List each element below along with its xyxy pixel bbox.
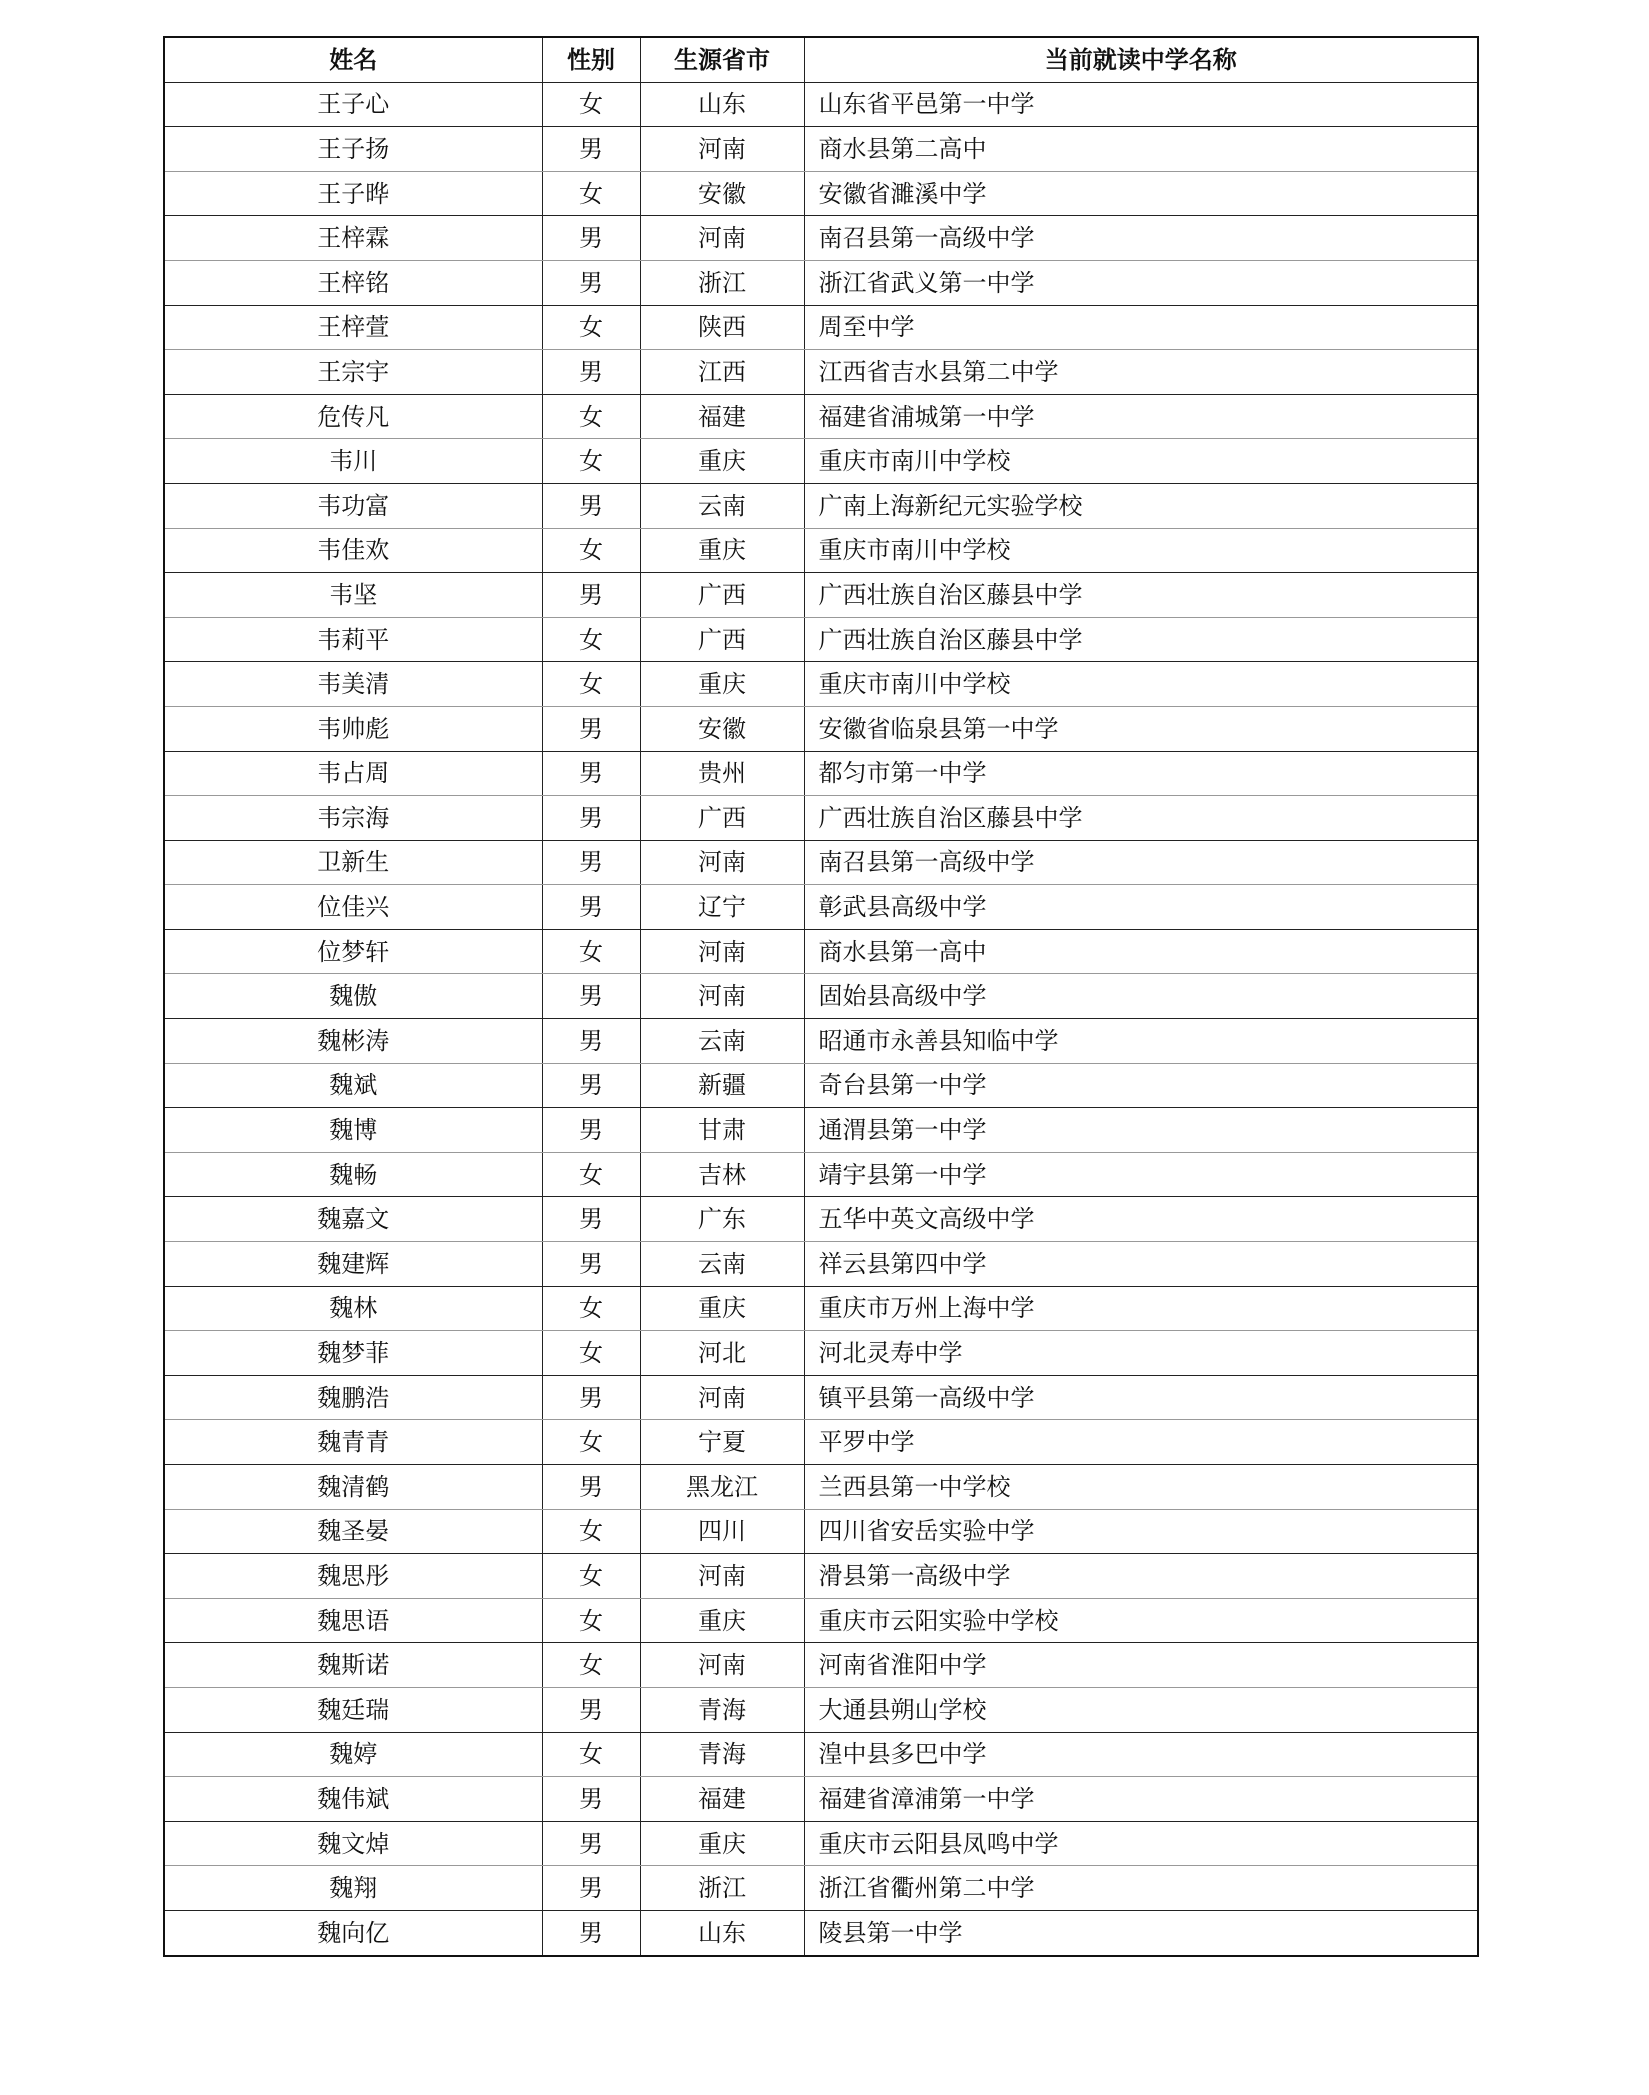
cell-province: 重庆 bbox=[640, 1286, 804, 1331]
cell-gender: 男 bbox=[542, 127, 640, 172]
cell-school: 重庆市万州上海中学 bbox=[804, 1286, 1478, 1331]
cell-province: 河南 bbox=[640, 127, 804, 172]
cell-school: 靖宇县第一中学 bbox=[804, 1152, 1478, 1197]
table-row bbox=[164, 1197, 1478, 1242]
cell-province: 山东 bbox=[640, 1910, 804, 1955]
cell-province: 河南 bbox=[640, 929, 804, 974]
table-row bbox=[164, 528, 1478, 573]
cell-gender: 男 bbox=[542, 260, 640, 305]
cell-name: 韦宗海 bbox=[164, 796, 542, 841]
table-row bbox=[164, 796, 1478, 841]
cell-gender: 男 bbox=[542, 1019, 640, 1064]
cell-gender: 男 bbox=[542, 751, 640, 796]
cell-name: 魏建辉 bbox=[164, 1242, 542, 1287]
table-row bbox=[164, 974, 1478, 1019]
cell-school: 都匀市第一中学 bbox=[804, 751, 1478, 796]
cell-name: 魏彬涛 bbox=[164, 1019, 542, 1064]
cell-gender: 男 bbox=[542, 1375, 640, 1420]
cell-gender: 男 bbox=[542, 1777, 640, 1822]
cell-province: 重庆 bbox=[640, 662, 804, 707]
cell-gender: 男 bbox=[542, 840, 640, 885]
cell-name: 王子扬 bbox=[164, 127, 542, 172]
cell-name: 魏向亿 bbox=[164, 1910, 542, 1955]
cell-province: 安徽 bbox=[640, 706, 804, 751]
cell-name: 韦美清 bbox=[164, 662, 542, 707]
cell-province: 浙江 bbox=[640, 1866, 804, 1911]
cell-gender: 男 bbox=[542, 706, 640, 751]
cell-province: 青海 bbox=[640, 1687, 804, 1732]
table-row bbox=[164, 1777, 1478, 1822]
table-row bbox=[164, 1554, 1478, 1599]
cell-province: 吉林 bbox=[640, 1152, 804, 1197]
cell-province: 河南 bbox=[640, 216, 804, 261]
cell-school: 河南省淮阳中学 bbox=[804, 1643, 1478, 1688]
cell-school: 重庆市南川中学校 bbox=[804, 439, 1478, 484]
cell-province: 青海 bbox=[640, 1732, 804, 1777]
cell-school: 重庆市云阳实验中学校 bbox=[804, 1598, 1478, 1643]
cell-gender: 男 bbox=[542, 483, 640, 528]
cell-province: 辽宁 bbox=[640, 885, 804, 930]
table-row bbox=[164, 1019, 1478, 1064]
table-row bbox=[164, 573, 1478, 618]
cell-gender: 女 bbox=[542, 1732, 640, 1777]
cell-school: 通渭县第一中学 bbox=[804, 1108, 1478, 1153]
cell-gender: 男 bbox=[542, 1063, 640, 1108]
cell-gender: 男 bbox=[542, 1242, 640, 1287]
cell-gender: 男 bbox=[542, 573, 640, 618]
cell-gender: 男 bbox=[542, 1197, 640, 1242]
cell-school: 商水县第一高中 bbox=[804, 929, 1478, 974]
cell-gender: 男 bbox=[542, 1910, 640, 1955]
cell-name: 韦帅彪 bbox=[164, 706, 542, 751]
cell-name: 魏清鹤 bbox=[164, 1465, 542, 1510]
table-row bbox=[164, 1331, 1478, 1376]
cell-name: 魏青青 bbox=[164, 1420, 542, 1465]
cell-gender: 女 bbox=[542, 662, 640, 707]
cell-province: 浙江 bbox=[640, 260, 804, 305]
table-row bbox=[164, 1643, 1478, 1688]
cell-gender: 男 bbox=[542, 216, 640, 261]
cell-name: 危传凡 bbox=[164, 394, 542, 439]
cell-name: 位佳兴 bbox=[164, 885, 542, 930]
cell-province: 重庆 bbox=[640, 528, 804, 573]
cell-province: 广西 bbox=[640, 573, 804, 618]
cell-school: 奇台县第一中学 bbox=[804, 1063, 1478, 1108]
cell-school: 祥云县第四中学 bbox=[804, 1242, 1478, 1287]
cell-school: 江西省吉水县第二中学 bbox=[804, 350, 1478, 395]
cell-school: 广西壮族自治区藤县中学 bbox=[804, 617, 1478, 662]
table-row bbox=[164, 1286, 1478, 1331]
cell-school: 商水县第二高中 bbox=[804, 127, 1478, 172]
cell-province: 云南 bbox=[640, 1019, 804, 1064]
cell-name: 魏翔 bbox=[164, 1866, 542, 1911]
table-row bbox=[164, 1420, 1478, 1465]
cell-name: 王子晔 bbox=[164, 171, 542, 216]
header-school: 当前就读中学名称 bbox=[804, 37, 1478, 82]
table-row bbox=[164, 1063, 1478, 1108]
cell-name: 韦占周 bbox=[164, 751, 542, 796]
cell-gender: 男 bbox=[542, 885, 640, 930]
student-roster-table bbox=[163, 36, 1479, 1957]
cell-name: 魏畅 bbox=[164, 1152, 542, 1197]
cell-province: 广西 bbox=[640, 617, 804, 662]
cell-gender: 女 bbox=[542, 1152, 640, 1197]
cell-school: 兰西县第一中学校 bbox=[804, 1465, 1478, 1510]
cell-province: 黑龙江 bbox=[640, 1465, 804, 1510]
cell-province: 山东 bbox=[640, 82, 804, 127]
cell-school: 安徽省濉溪中学 bbox=[804, 171, 1478, 216]
cell-school: 浙江省武义第一中学 bbox=[804, 260, 1478, 305]
cell-name: 魏鹏浩 bbox=[164, 1375, 542, 1420]
cell-school: 河北灵寿中学 bbox=[804, 1331, 1478, 1376]
cell-province: 重庆 bbox=[640, 439, 804, 484]
cell-name: 魏圣晏 bbox=[164, 1509, 542, 1554]
cell-gender: 女 bbox=[542, 1420, 640, 1465]
cell-name: 卫新生 bbox=[164, 840, 542, 885]
cell-province: 四川 bbox=[640, 1509, 804, 1554]
cell-school: 重庆市南川中学校 bbox=[804, 528, 1478, 573]
table-row bbox=[164, 1910, 1478, 1955]
cell-school: 广西壮族自治区藤县中学 bbox=[804, 796, 1478, 841]
cell-province: 河南 bbox=[640, 1554, 804, 1599]
cell-school: 南召县第一高级中学 bbox=[804, 216, 1478, 261]
cell-name: 魏文焯 bbox=[164, 1821, 542, 1866]
cell-school: 陵县第一中学 bbox=[804, 1910, 1478, 1955]
cell-school: 周至中学 bbox=[804, 305, 1478, 350]
cell-school: 福建省浦城第一中学 bbox=[804, 394, 1478, 439]
cell-name: 魏傲 bbox=[164, 974, 542, 1019]
cell-name: 魏嘉文 bbox=[164, 1197, 542, 1242]
table-row bbox=[164, 350, 1478, 395]
cell-name: 王梓萱 bbox=[164, 305, 542, 350]
table-row bbox=[164, 840, 1478, 885]
header-name: 姓名 bbox=[164, 37, 542, 82]
cell-name: 魏廷瑞 bbox=[164, 1687, 542, 1732]
cell-gender: 女 bbox=[542, 617, 640, 662]
table-row bbox=[164, 751, 1478, 796]
table-row bbox=[164, 82, 1478, 127]
table-row bbox=[164, 1821, 1478, 1866]
cell-province: 福建 bbox=[640, 1777, 804, 1822]
cell-school: 广南上海新纪元实验学校 bbox=[804, 483, 1478, 528]
table-row bbox=[164, 394, 1478, 439]
cell-gender: 男 bbox=[542, 1821, 640, 1866]
cell-province: 河南 bbox=[640, 840, 804, 885]
cell-school: 五华中英文高级中学 bbox=[804, 1197, 1478, 1242]
cell-school: 山东省平邑第一中学 bbox=[804, 82, 1478, 127]
cell-name: 魏博 bbox=[164, 1108, 542, 1153]
cell-province: 河南 bbox=[640, 974, 804, 1019]
cell-province: 云南 bbox=[640, 483, 804, 528]
table-row bbox=[164, 483, 1478, 528]
table-row bbox=[164, 1152, 1478, 1197]
cell-school: 安徽省临泉县第一中学 bbox=[804, 706, 1478, 751]
table-row bbox=[164, 706, 1478, 751]
table-row bbox=[164, 662, 1478, 707]
cell-name: 王梓铭 bbox=[164, 260, 542, 305]
cell-gender: 女 bbox=[542, 1509, 640, 1554]
cell-province: 广东 bbox=[640, 1197, 804, 1242]
table-row bbox=[164, 171, 1478, 216]
cell-name: 王梓霖 bbox=[164, 216, 542, 261]
cell-province: 广西 bbox=[640, 796, 804, 841]
cell-gender: 男 bbox=[542, 1465, 640, 1510]
cell-province: 福建 bbox=[640, 394, 804, 439]
cell-school: 大通县朔山学校 bbox=[804, 1687, 1478, 1732]
cell-province: 河南 bbox=[640, 1375, 804, 1420]
cell-gender: 男 bbox=[542, 350, 640, 395]
cell-school: 昭通市永善县知临中学 bbox=[804, 1019, 1478, 1064]
table-row bbox=[164, 1687, 1478, 1732]
cell-school: 平罗中学 bbox=[804, 1420, 1478, 1465]
cell-school: 重庆市云阳县凤鸣中学 bbox=[804, 1821, 1478, 1866]
cell-gender: 女 bbox=[542, 929, 640, 974]
cell-gender: 女 bbox=[542, 1643, 640, 1688]
cell-gender: 女 bbox=[542, 1598, 640, 1643]
table-row bbox=[164, 1866, 1478, 1911]
table-row bbox=[164, 1108, 1478, 1153]
cell-province: 新疆 bbox=[640, 1063, 804, 1108]
table-row bbox=[164, 1242, 1478, 1287]
header-province: 生源省市 bbox=[640, 37, 804, 82]
cell-school: 广西壮族自治区藤县中学 bbox=[804, 573, 1478, 618]
cell-name: 王宗宇 bbox=[164, 350, 542, 395]
cell-gender: 女 bbox=[542, 528, 640, 573]
cell-name: 韦莉平 bbox=[164, 617, 542, 662]
cell-school: 四川省安岳实验中学 bbox=[804, 1509, 1478, 1554]
cell-gender: 女 bbox=[542, 82, 640, 127]
cell-school: 浙江省衢州第二中学 bbox=[804, 1866, 1478, 1911]
cell-province: 重庆 bbox=[640, 1598, 804, 1643]
cell-name: 韦功富 bbox=[164, 483, 542, 528]
cell-name: 魏梦菲 bbox=[164, 1331, 542, 1376]
table-row bbox=[164, 439, 1478, 484]
cell-name: 韦佳欢 bbox=[164, 528, 542, 573]
cell-gender: 女 bbox=[542, 439, 640, 484]
table-row bbox=[164, 929, 1478, 974]
cell-province: 甘肃 bbox=[640, 1108, 804, 1153]
table-row bbox=[164, 1509, 1478, 1554]
cell-school: 彰武县高级中学 bbox=[804, 885, 1478, 930]
header-row bbox=[164, 37, 1478, 82]
cell-gender: 男 bbox=[542, 796, 640, 841]
cell-province: 安徽 bbox=[640, 171, 804, 216]
cell-province: 云南 bbox=[640, 1242, 804, 1287]
cell-province: 贵州 bbox=[640, 751, 804, 796]
table-row bbox=[164, 127, 1478, 172]
table-row bbox=[164, 216, 1478, 261]
cell-province: 河南 bbox=[640, 1643, 804, 1688]
cell-school: 福建省漳浦第一中学 bbox=[804, 1777, 1478, 1822]
cell-name: 魏思彤 bbox=[164, 1554, 542, 1599]
cell-name: 魏婷 bbox=[164, 1732, 542, 1777]
header-gender: 性别 bbox=[542, 37, 640, 82]
cell-school: 南召县第一高级中学 bbox=[804, 840, 1478, 885]
cell-name: 魏斯诺 bbox=[164, 1643, 542, 1688]
cell-province: 河北 bbox=[640, 1331, 804, 1376]
cell-name: 位梦轩 bbox=[164, 929, 542, 974]
table-row bbox=[164, 305, 1478, 350]
cell-gender: 男 bbox=[542, 1866, 640, 1911]
cell-gender: 男 bbox=[542, 1108, 640, 1153]
table-row bbox=[164, 617, 1478, 662]
table-row bbox=[164, 1598, 1478, 1643]
cell-gender: 女 bbox=[542, 394, 640, 439]
table-body bbox=[164, 82, 1478, 1955]
table-row bbox=[164, 1465, 1478, 1510]
cell-province: 重庆 bbox=[640, 1821, 804, 1866]
cell-school: 固始县高级中学 bbox=[804, 974, 1478, 1019]
table-row bbox=[164, 885, 1478, 930]
table-row bbox=[164, 1732, 1478, 1777]
cell-school: 滑县第一高级中学 bbox=[804, 1554, 1478, 1599]
table-header bbox=[164, 37, 1478, 82]
cell-school: 湟中县多巴中学 bbox=[804, 1732, 1478, 1777]
cell-name: 魏伟斌 bbox=[164, 1777, 542, 1822]
cell-province: 宁夏 bbox=[640, 1420, 804, 1465]
cell-name: 韦坚 bbox=[164, 573, 542, 618]
cell-gender: 女 bbox=[542, 1554, 640, 1599]
cell-gender: 男 bbox=[542, 974, 640, 1019]
cell-province: 陕西 bbox=[640, 305, 804, 350]
cell-gender: 女 bbox=[542, 1286, 640, 1331]
cell-school: 镇平县第一高级中学 bbox=[804, 1375, 1478, 1420]
table-row bbox=[164, 260, 1478, 305]
cell-name: 韦川 bbox=[164, 439, 542, 484]
cell-name: 魏林 bbox=[164, 1286, 542, 1331]
cell-gender: 女 bbox=[542, 305, 640, 350]
cell-gender: 男 bbox=[542, 1687, 640, 1732]
cell-gender: 女 bbox=[542, 1331, 640, 1376]
cell-province: 江西 bbox=[640, 350, 804, 395]
cell-name: 魏思语 bbox=[164, 1598, 542, 1643]
cell-school: 重庆市南川中学校 bbox=[804, 662, 1478, 707]
cell-name: 王子心 bbox=[164, 82, 542, 127]
cell-gender: 女 bbox=[542, 171, 640, 216]
table-row bbox=[164, 1375, 1478, 1420]
cell-name: 魏斌 bbox=[164, 1063, 542, 1108]
